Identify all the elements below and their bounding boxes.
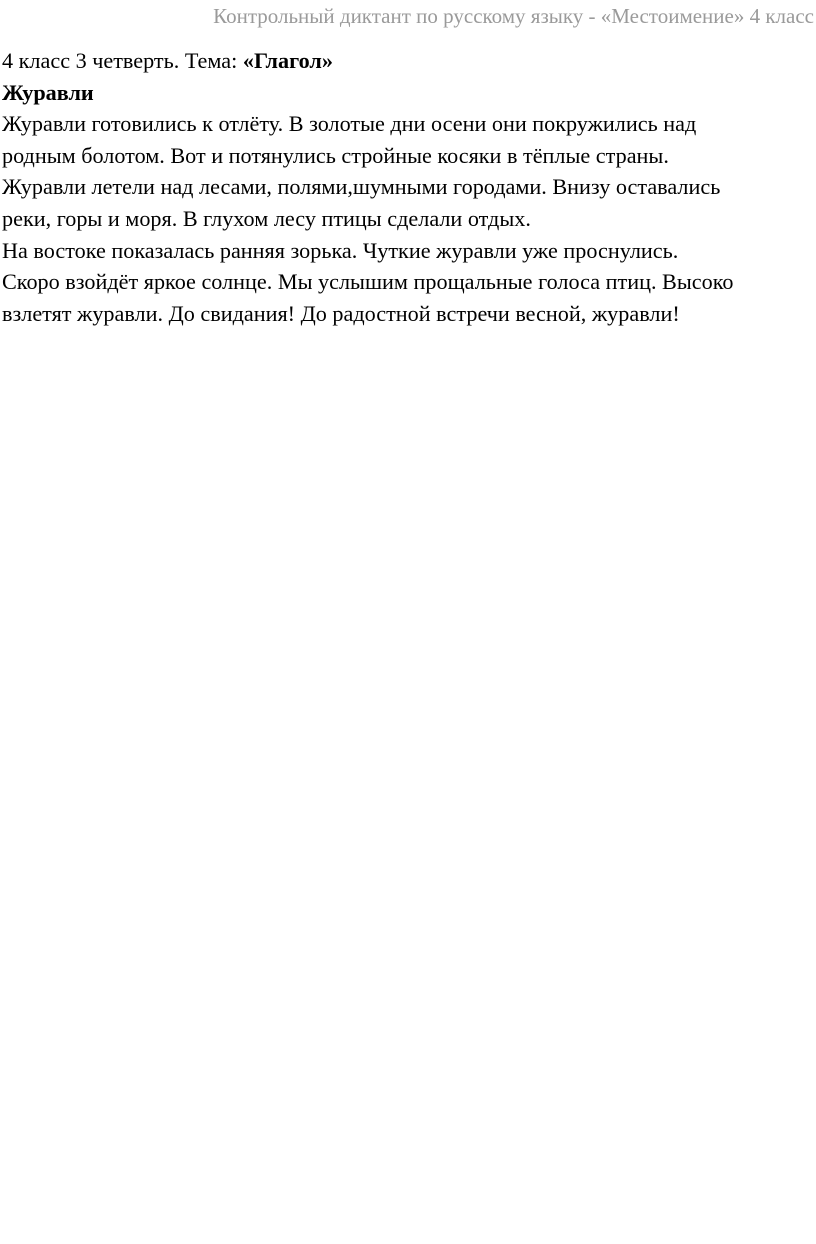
document-title: Журавли	[2, 79, 94, 105]
text-line: Скоро взойдёт яркое солнце. Мы услышим прощальные голоса птиц. Высоко	[2, 269, 734, 295]
text-line: взлетят журавли. До свидания! До радостной встречи весной, журавли!	[2, 300, 680, 326]
text-line: На востоке показалась ранняя зорька. Чуткие журавли уже проснулись.	[2, 237, 679, 263]
text-line: реки, горы и моря. В глухом лесу птицы сделали отдых.	[2, 205, 531, 231]
text-line: Журавли готовились к отлёту. В золотые дни осени они покружились над	[2, 111, 697, 137]
text-line: Журавли летели над лесами, полями,шумными городами. Внизу оставались	[2, 174, 721, 200]
text-line: родным болотом. Вот и потянулись стройные косяки в тёплые страны.	[2, 142, 669, 168]
page-header: Контрольный диктант по русскому языку - «Местоимение» 4 класс	[213, 4, 814, 28]
document-body	[2, 45, 814, 329]
subtitle-line	[2, 45, 814, 77]
subtitle-prefix: 4 класс 3 четверть. Тема:	[2, 48, 243, 73]
subtitle-topic: «Глагол»	[242, 48, 333, 73]
